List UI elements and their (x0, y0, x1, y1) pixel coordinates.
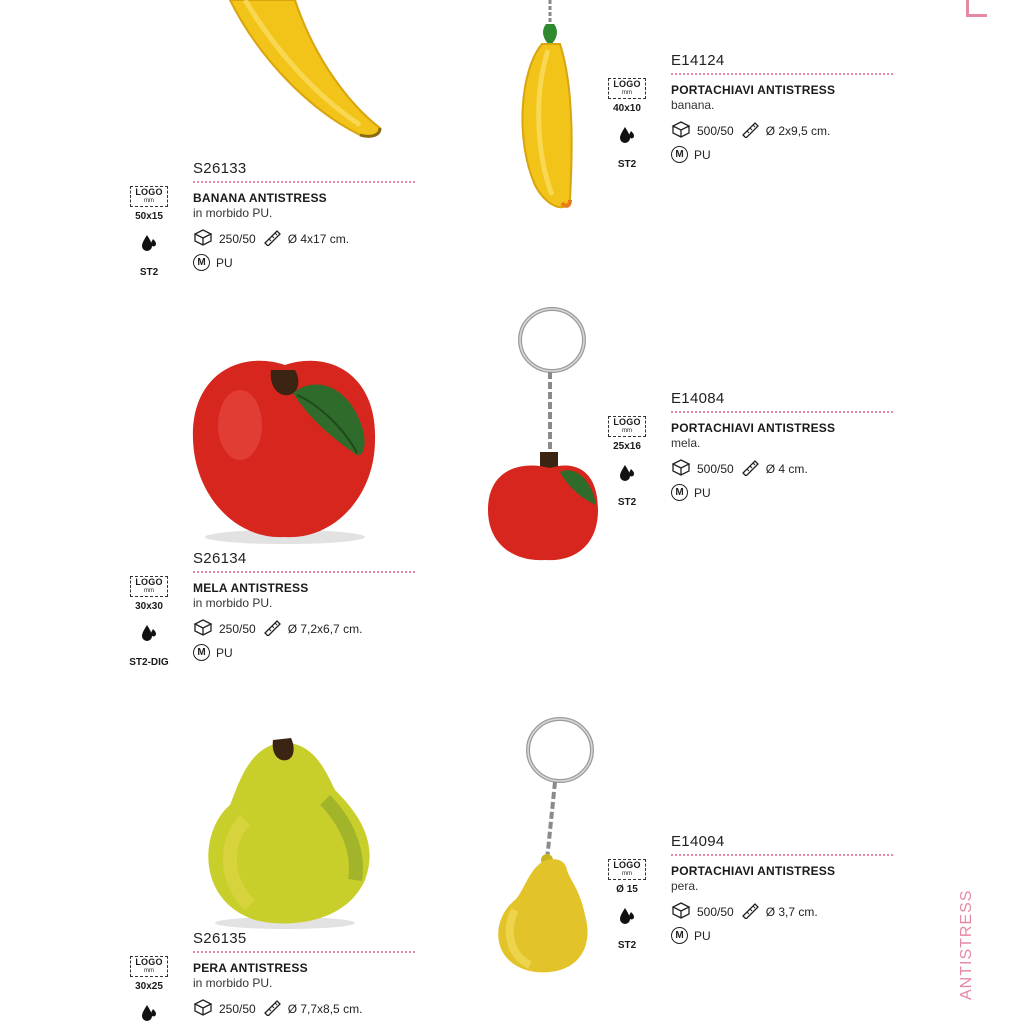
apple-keyring-image (480, 300, 610, 570)
ink-drop-icon (119, 234, 179, 257)
product-block (671, 52, 893, 163)
section-label: ANTISTRESS (958, 889, 975, 1000)
print-technique: ST2 (617, 940, 637, 951)
banana-image (220, 0, 390, 145)
box-icon (671, 458, 691, 479)
ink-drop-icon (597, 907, 657, 930)
logo-badge: LOGO mm (608, 78, 645, 99)
product-material: PU (216, 255, 233, 270)
product-name: PORTACHIAVI ANTISTRESS (671, 864, 836, 878)
logo-dimensions: 25x16 (613, 441, 641, 452)
logo-area (597, 416, 657, 508)
logo-badge: LOGO mm (130, 186, 167, 207)
logo-dimensions: 30x30 (135, 601, 163, 612)
dotted-rule (193, 951, 415, 953)
ruler-icon (740, 120, 760, 141)
logo-dimensions: 30x25 (135, 981, 163, 992)
product-material: PU (216, 645, 233, 660)
product-code: E14094 (671, 833, 725, 850)
product-code: E14084 (671, 390, 725, 407)
ruler-icon (262, 998, 282, 1019)
material-row (193, 644, 415, 661)
material-row (671, 484, 893, 501)
product-description: mela. (671, 436, 701, 450)
product-code: S26133 (193, 160, 247, 177)
pear-keyring-image (485, 710, 605, 980)
box-icon (193, 618, 213, 639)
ink-drop-icon (597, 464, 657, 487)
product-material: PU (694, 485, 711, 500)
material-icon: M (671, 484, 688, 501)
spec-row (671, 120, 893, 141)
product-description: in morbido PU. (193, 976, 273, 990)
material-icon: M (193, 254, 210, 271)
dotted-rule (193, 571, 415, 573)
product-name: PORTACHIAVI ANTISTRESS (671, 83, 836, 97)
logo-area (597, 859, 657, 951)
box-icon (193, 998, 213, 1019)
product-block (671, 390, 893, 501)
pack-quantity: 500/50 (697, 123, 734, 138)
product-size: Ø 7,7x8,5 cm. (287, 1001, 363, 1016)
material-icon: M (671, 146, 688, 163)
logo-badge: LOGO mm (130, 576, 167, 597)
ruler-icon (740, 458, 760, 479)
print-technique: ST2-DIG (129, 657, 169, 668)
box-icon (671, 120, 691, 141)
product-block (671, 833, 893, 944)
pack-quantity: 250/50 (219, 231, 256, 246)
logo-dimensions: 40x10 (613, 103, 641, 114)
logo-badge: LOGO mm (608, 416, 645, 437)
material-row (671, 146, 893, 163)
product-description: pera. (671, 879, 699, 893)
ink-drop-icon (119, 624, 179, 647)
print-technique: ST2 (617, 497, 637, 508)
logo-dimensions: 50x15 (135, 211, 163, 222)
material-icon: M (671, 927, 688, 944)
pack-quantity: 500/50 (697, 461, 734, 476)
box-icon (193, 228, 213, 249)
product-material: PU (694, 147, 711, 162)
product-code: S26135 (193, 930, 247, 947)
spec-row (193, 998, 415, 1019)
product-description: in morbido PU. (193, 596, 273, 610)
pack-quantity: 250/50 (219, 621, 256, 636)
product-size: Ø 4x17 cm. (287, 231, 350, 246)
material-icon: M (193, 644, 210, 661)
product-code: S26134 (193, 550, 247, 567)
product-block (193, 550, 415, 661)
banana-keyring-image (510, 0, 590, 215)
pear-image (195, 730, 375, 930)
product-description: banana. (671, 98, 715, 112)
product-block (193, 930, 415, 1019)
spec-row (671, 458, 893, 479)
logo-badge: LOGO mm (130, 956, 167, 977)
product-size: Ø 2x9,5 cm. (765, 123, 831, 138)
product-size: Ø 7,2x6,7 cm. (287, 621, 363, 636)
product-size: Ø 4 cm. (765, 461, 808, 476)
ink-drop-icon (597, 126, 657, 149)
logo-area (597, 78, 657, 170)
product-code: E14124 (671, 52, 725, 69)
product-name: BANANA ANTISTRESS (193, 191, 327, 205)
ruler-icon (740, 901, 760, 922)
logo-area (119, 956, 179, 1027)
dotted-rule (671, 854, 893, 856)
logo-area (119, 576, 179, 668)
logo-dimensions: Ø 15 (616, 884, 638, 895)
print-technique: ST2 (139, 267, 159, 278)
spec-row (193, 618, 415, 639)
logo-badge: LOGO mm (608, 859, 645, 880)
product-block (193, 160, 415, 271)
dotted-rule (193, 181, 415, 183)
corner-mark (966, 0, 987, 17)
logo-area (119, 186, 179, 278)
pack-quantity: 500/50 (697, 904, 734, 919)
product-name: PORTACHIAVI ANTISTRESS (671, 421, 836, 435)
spec-row (193, 228, 415, 249)
apple-image (185, 345, 385, 545)
box-icon (671, 901, 691, 922)
material-row (671, 927, 893, 944)
pack-quantity: 250/50 (219, 1001, 256, 1016)
product-name: PERA ANTISTRESS (193, 961, 308, 975)
product-size: Ø 3,7 cm. (765, 904, 818, 919)
spec-row (671, 901, 893, 922)
print-technique: ST2 (617, 159, 637, 170)
ruler-icon (262, 228, 282, 249)
material-row (193, 254, 415, 271)
product-name: MELA ANTISTRESS (193, 581, 309, 595)
dotted-rule (671, 73, 893, 75)
product-material: PU (694, 928, 711, 943)
dotted-rule (671, 411, 893, 413)
product-description: in morbido PU. (193, 206, 273, 220)
ruler-icon (262, 618, 282, 639)
